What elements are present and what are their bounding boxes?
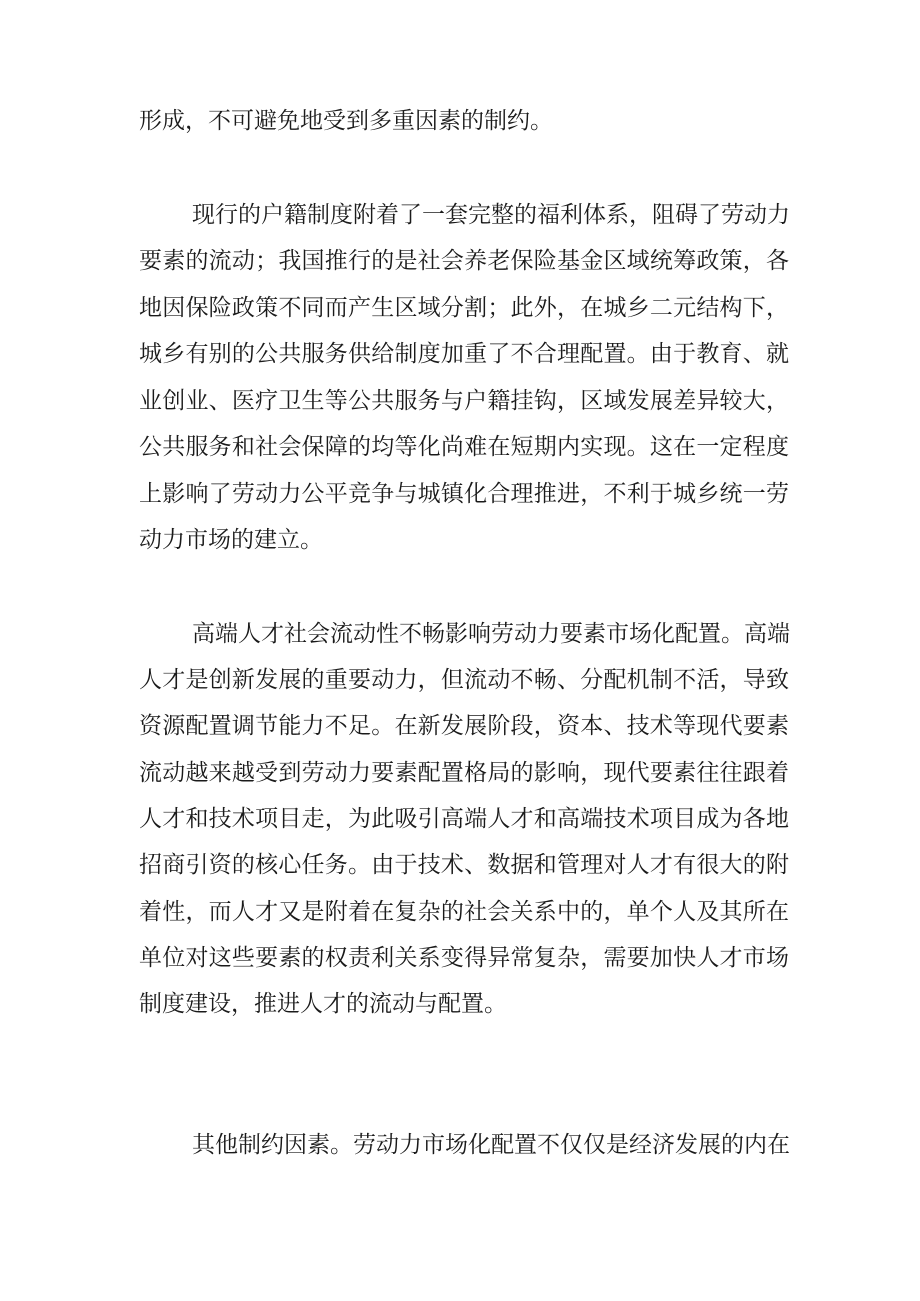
text-line: 单位对这些要素的权责利关系变得异常复杂，需要加快人才市场 (139, 945, 789, 971)
text-line: 招商引资的核心任务。由于技术、数据和管理对人才有很大的附 (139, 852, 789, 878)
text-line: 要素的流动；我国推行的是社会养老保险基金区域统筹政策，各 (139, 248, 789, 274)
text-line: 现行的户籍制度附着了一套完整的福利体系，阻碍了劳动力 (192, 202, 790, 228)
text-line: 流动越来越受到劳动力要素配置格局的影响，现代要素往往跟着 (139, 760, 789, 786)
text-line: 资源配置调节能力不足。在新发展阶段，资本、技术等现代要素 (139, 713, 789, 739)
text-line: 其他制约因素。劳动力市场化配置不仅仅是经济发展的内在 (192, 1132, 790, 1158)
text-line: 业创业、医疗卫生等公共服务与户籍挂钩，区域发展差异较大， (139, 388, 789, 414)
text-line: 制度建设，推进人才的流动与配置。 (139, 991, 507, 1017)
text-line: 公共服务和社会保障的均等化尚难在短期内实现。这在一定程度 (139, 434, 789, 460)
text-line: 城乡有别的公共服务供给制度加重了不合理配置。由于教育、就 (139, 341, 789, 367)
text-line: 着性，而人才又是附着在复杂的社会关系中的，单个人及其所在 (139, 899, 789, 925)
text-line: 动力市场的建立。 (139, 527, 323, 553)
text-line: 高端人才社会流动性不畅影响劳动力要素市场化配置。高端 (192, 621, 790, 647)
text-line: 人才是创新发展的重要动力，但流动不畅、分配机制不活，导致 (139, 667, 789, 693)
text-line: 形成，不可避免地受到多重因素的制约。 (139, 108, 553, 134)
text-line: 人才和技术项目走，为此吸引高端人才和高端技术项目成为各地 (139, 806, 789, 832)
text-line: 上影响了劳动力公平竞争与城镇化合理推进，不利于城乡统一劳 (139, 481, 789, 507)
text-line: 地因保险政策不同而产生区域分割；此外，在城乡二元结构下， (139, 295, 789, 321)
